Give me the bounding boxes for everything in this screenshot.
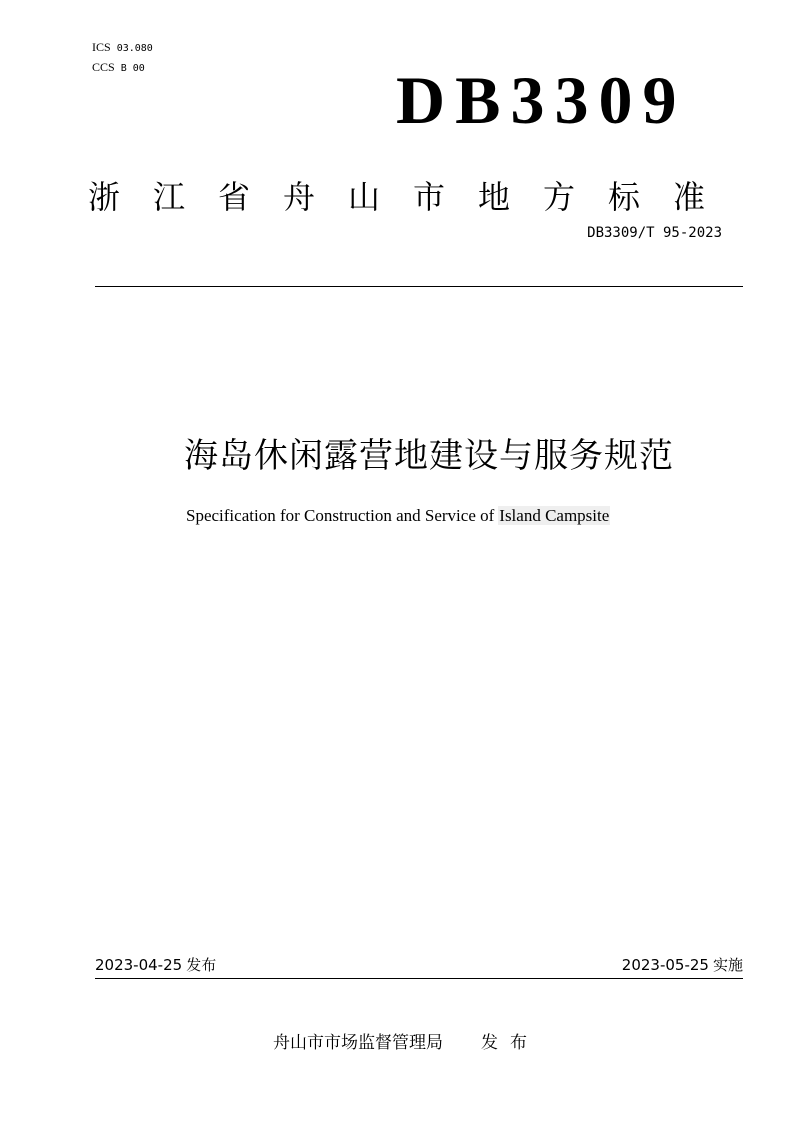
document-title-english <box>186 505 610 527</box>
issuer-name: 舟山市市场监督管理局 <box>273 1033 443 1053</box>
issuer-action: 发布 <box>481 1033 539 1053</box>
standard-number: DB3309/T 95-2023 <box>587 225 722 241</box>
header-divider <box>95 286 743 287</box>
footer-divider <box>95 978 743 979</box>
document-title-chinese: 海岛休闲露营地建设与服务规范 <box>184 436 674 476</box>
ccs-label: CCS <box>92 60 115 74</box>
issue-date-label: 发布 <box>186 956 217 974</box>
title-english-main: Specification for Construction and Service of <box>186 506 495 525</box>
ics-classification <box>92 40 153 56</box>
issue-date <box>95 955 216 975</box>
implementation-date-value: 2023-05-25 <box>621 956 709 974</box>
standard-type-heading: 浙江省舟山市地方标准 <box>88 178 739 216</box>
implementation-date <box>622 955 743 975</box>
implementation-date-label: 实施 <box>712 956 743 974</box>
ccs-classification <box>92 60 145 76</box>
title-english-highlighted: Island Campsite <box>499 506 610 525</box>
ics-label: ICS <box>92 40 111 54</box>
issue-date-value: 2023-04-25 <box>95 956 183 974</box>
issuing-authority <box>273 1032 539 1054</box>
ccs-code: B 00 <box>120 63 145 74</box>
standard-code-large: DB3309 <box>396 62 687 138</box>
ics-code: 03.080 <box>116 43 153 54</box>
